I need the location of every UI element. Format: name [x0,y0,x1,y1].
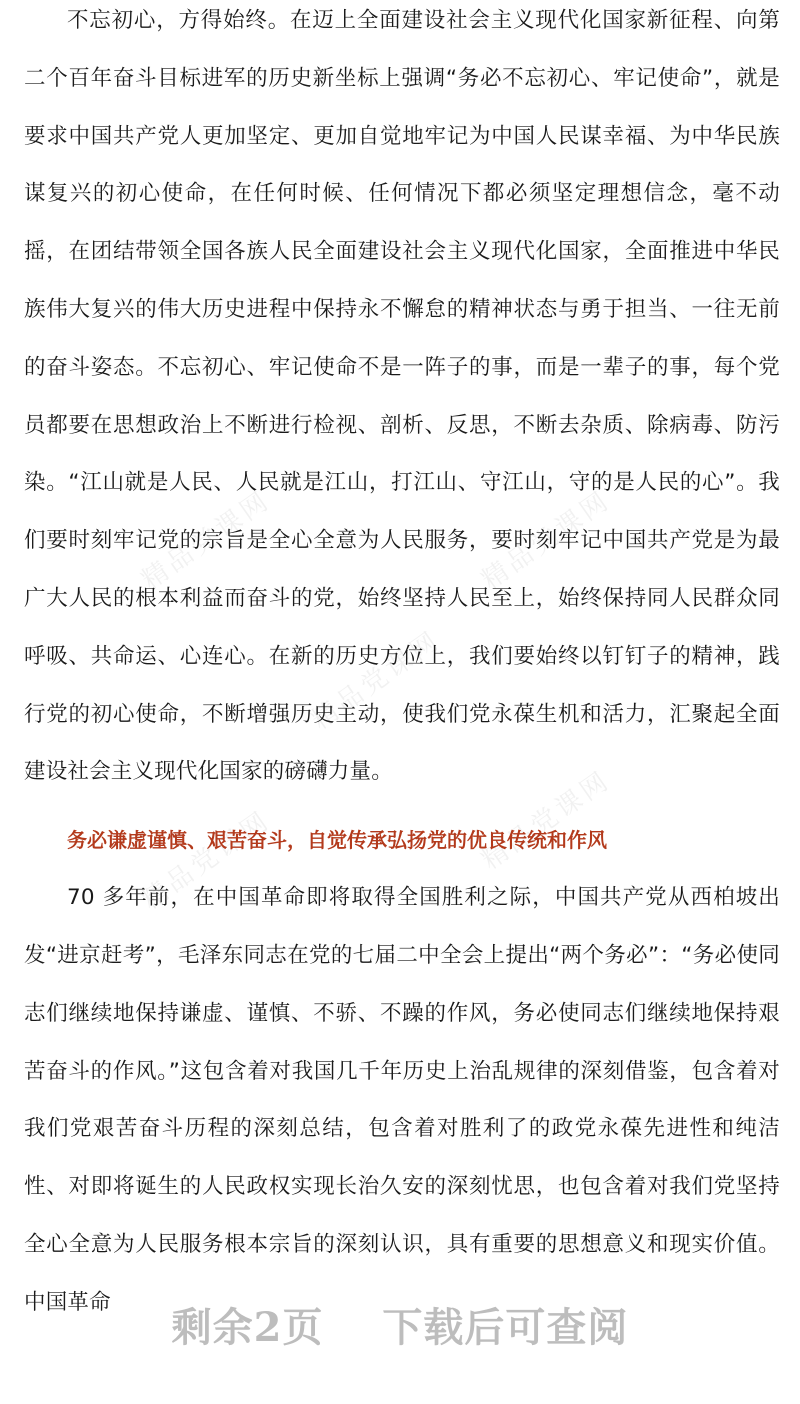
download-notice[interactable] [0,1296,800,1353]
watermark: 精品党课网 [136,805,277,916]
body-paragraph: 不忘初心，方得始终。在迈上全面建设社会主义现代化国家新征程、向第二个百年奋斗目标进军的历史新坐标上强调“务必不忘初心、牢记使命”，就是要求中国共产党人更加坚定、更加自觉地牢记为中国人民谋幸福、为中华民族谋复兴的初心使命，在任何时候、任何情况下都必须坚定理想信念，毫不动摇，在团结带领全国各族人民全面建设社会主义现代化国家，全面推进中华民族伟大复兴的伟大历史进程中保持永不懈怠的精神状态与勇于担当、一往无前的奋斗姿态。不忘初心、牢记使命不是一阵子的事，而是一辈子的事，每个党员都要在思想政治上不断进行检视、剖析、反思，不断去杂质、除病毒、防污染。“江山就是人民、人民就是江山，打江山、守江山，守的是人民的心”。我们要时刻牢记党的宗旨是全心全意为人民服务，要时刻牢记中国共产党是为最广大人民的根本利益而奋斗的党，始终坚持人民至上，始终保持同人民群众同呼吸、共命运、心连心。在新的历史方位上，我们要始终以钉钉子的精神，践行党的初心使命，不断增强历史主动，使我们党永葆生机和活力，汇聚起全面建设社会主义现代化国家的磅礴力量。 [24,8,780,785]
article-body [24,0,780,1332]
body-paragraph: 70 多年前，在中国革命即将取得全国胜利之际，中国共产党从西柏坡出发“进京赶考”，毛泽东同志在党的七届二中全会上提出“两个务必”：“务必使同志们继续地保持谦虚、谨慎、不骄、不躁的作风，务必使同志们继续地保持艰苦奋斗的作风。”这包含着对我国几千年历史上治乱规律的深刻借鉴，包含着对我们党艰苦奋斗历程的深刻总结，包含着对胜利了的政党永葆先进性和纯洁性、对即将诞生的人民政权实现长治久安的深刻忧思，也包含着对我们党坚持全心全意为人民服务根本宗旨的深刻认识，具有重要的思想意义和现实价值。中国革命 [24,885,780,1315]
watermark: 精品党课网 [306,625,447,736]
remaining-pages-label: 剩余2页 [171,1304,324,1351]
download-hint-label: 下载后可查阅 [382,1304,629,1351]
watermark: 精品党课网 [476,485,617,596]
watermark: 精品党课网 [136,485,277,596]
section-heading: 务必谦虚谨慎、艰苦奋斗，自觉传承弘扬党的优良传统和作风 [67,828,607,853]
watermark: 精品党课网 [476,765,617,876]
